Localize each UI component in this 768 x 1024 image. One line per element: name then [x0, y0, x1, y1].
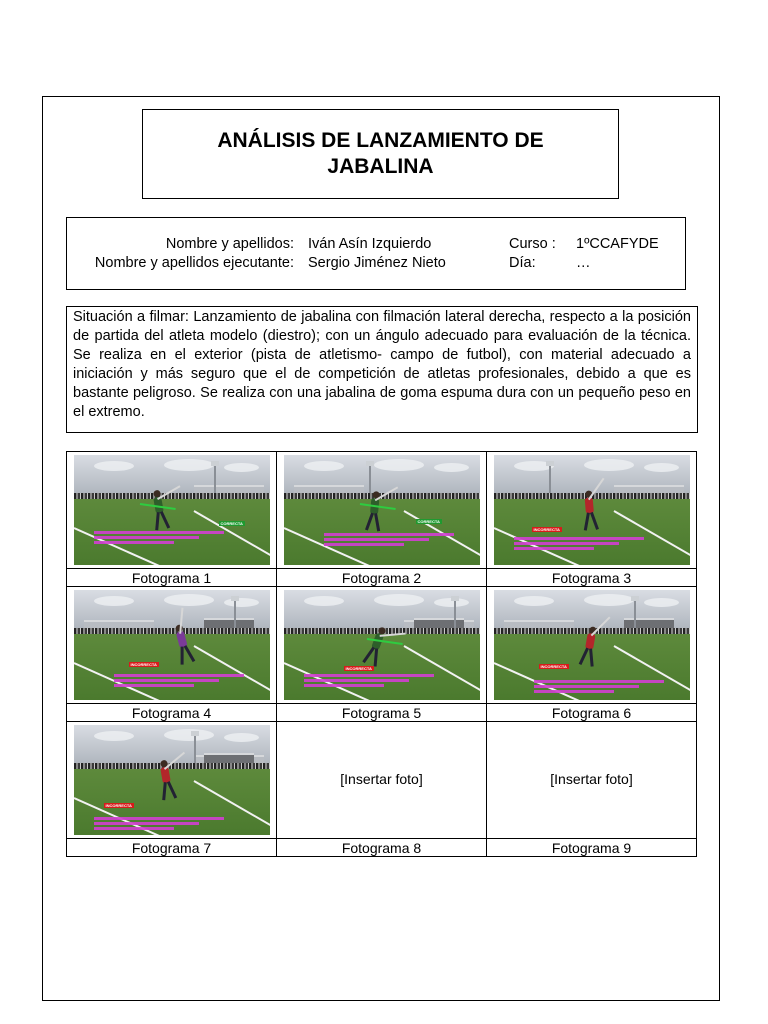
annotation-note	[94, 822, 199, 825]
frame-caption: Fotograma 3	[487, 569, 697, 587]
frame-slot-5	[277, 587, 487, 704]
annotation-note	[304, 684, 384, 687]
frame-slot-7	[67, 722, 277, 839]
annotation-note	[534, 685, 639, 688]
title-box	[142, 109, 619, 199]
cloud	[164, 594, 214, 606]
info-row-author	[67, 235, 685, 253]
cloud	[374, 459, 424, 471]
cloud	[644, 598, 679, 607]
frame-slot-3	[487, 452, 697, 569]
annotation-note	[534, 690, 614, 693]
annotation-note	[514, 537, 644, 540]
cloud	[94, 596, 134, 606]
cloud	[304, 461, 344, 471]
photo-placeholder: [Insertar foto]	[550, 771, 633, 787]
frame-slot-1	[67, 452, 277, 569]
frame-photo	[74, 590, 270, 700]
assessment-tag: CORRECTA	[417, 519, 440, 524]
annotation-note	[324, 543, 404, 546]
info-box	[66, 217, 686, 290]
spectators	[74, 493, 270, 499]
cloud	[94, 731, 134, 741]
course-label: Curso :	[509, 236, 556, 252]
frame-slot-9	[487, 722, 697, 839]
frame-caption: Fotograma 9	[487, 839, 697, 857]
cloud	[94, 461, 134, 471]
annotation-note	[304, 679, 409, 682]
course-value: 1ºCCAFYDE	[576, 236, 659, 252]
annotation-note	[94, 541, 174, 544]
frame-photo	[284, 455, 480, 565]
frame-slot-4	[67, 587, 277, 704]
frame-caption: Fotograma 7	[67, 839, 277, 857]
frame-photo	[74, 455, 270, 565]
annotation-note	[324, 538, 429, 541]
athlete-leg	[180, 647, 183, 665]
frame-caption: Fotograma 1	[67, 569, 277, 587]
cloud	[374, 594, 424, 606]
annotation-note	[94, 817, 224, 820]
annotation-note	[114, 684, 194, 687]
cloud	[224, 463, 259, 472]
annotation-note	[304, 674, 434, 677]
frame-caption: Fotograma 5	[277, 704, 487, 722]
annotation-note	[94, 827, 174, 830]
annotation-note	[534, 680, 664, 683]
cloud	[584, 594, 634, 606]
assessment-tag: INCORRECTA	[533, 527, 560, 532]
frames-grid	[66, 451, 697, 857]
frame-photo	[284, 590, 480, 700]
info-row-executor	[67, 254, 685, 272]
cloud	[224, 733, 259, 742]
author-label: Nombre y apellidos:	[165, 236, 294, 252]
annotation-note	[94, 531, 224, 534]
assessment-tag: INCORRECTA	[105, 803, 132, 808]
cloud	[164, 729, 214, 741]
cloud	[644, 463, 679, 472]
annotation-note	[514, 542, 619, 545]
frame-photo	[494, 590, 690, 700]
frame-caption: Fotograma 2	[277, 569, 487, 587]
frame-slot-2	[277, 452, 487, 569]
assessment-tag: CORRECTA	[220, 521, 243, 526]
assessment-tag: INCORRECTA	[540, 664, 567, 669]
description-text: Situación a filmar: Lanzamiento de jabalina con filmación lateral derecha, respecto a la posición de partida del atleta modelo (diestro); con un ángulo adecuado para evaluación de la técnica. Se realiza en el exterior (pista de atletismo- campo de futbol), con material adecuado a iniciación y más seguro que el de competición de atletas profesionales, debido a que es bastante peligroso. Se realiza con una jabalina de goma espuma dura con un pequeño peso en el extremo.	[73, 309, 691, 420]
frame-slot-8	[277, 722, 487, 839]
annotation-note	[514, 547, 594, 550]
photo-placeholder: [Insertar foto]	[340, 771, 423, 787]
executor-value: Sergio Jiménez Nieto	[308, 255, 446, 271]
grass-field	[74, 632, 270, 700]
cloud	[164, 459, 214, 471]
day-label: Día:	[509, 255, 536, 271]
cloud	[514, 596, 554, 606]
annotation-note	[114, 674, 244, 677]
frame-caption: Fotograma 8	[277, 839, 487, 857]
annotation-note	[94, 536, 199, 539]
cloud	[434, 463, 469, 472]
day-value: …	[576, 255, 591, 271]
document-title: ANÁLISIS DE LANZAMIENTO DE JABALINA	[217, 129, 544, 178]
annotation-note	[324, 533, 454, 536]
frame-slot-6	[487, 587, 697, 704]
frame-caption: Fotograma 4	[67, 704, 277, 722]
cloud	[304, 596, 344, 606]
assessment-tag: INCORRECTA	[345, 666, 372, 671]
author-value: Iván Asín Izquierdo	[308, 236, 432, 252]
assessment-tag: INCORRECTA	[130, 662, 157, 667]
description-box	[66, 306, 698, 433]
frame-photo	[74, 725, 270, 835]
cloud	[224, 598, 259, 607]
cloud	[584, 459, 634, 471]
frame-photo	[494, 455, 690, 565]
spectators	[74, 628, 270, 634]
frame-caption: Fotograma 6	[487, 704, 697, 722]
executor-label: Nombre y apellidos ejecutante:	[94, 255, 294, 271]
annotation-note	[114, 679, 219, 682]
